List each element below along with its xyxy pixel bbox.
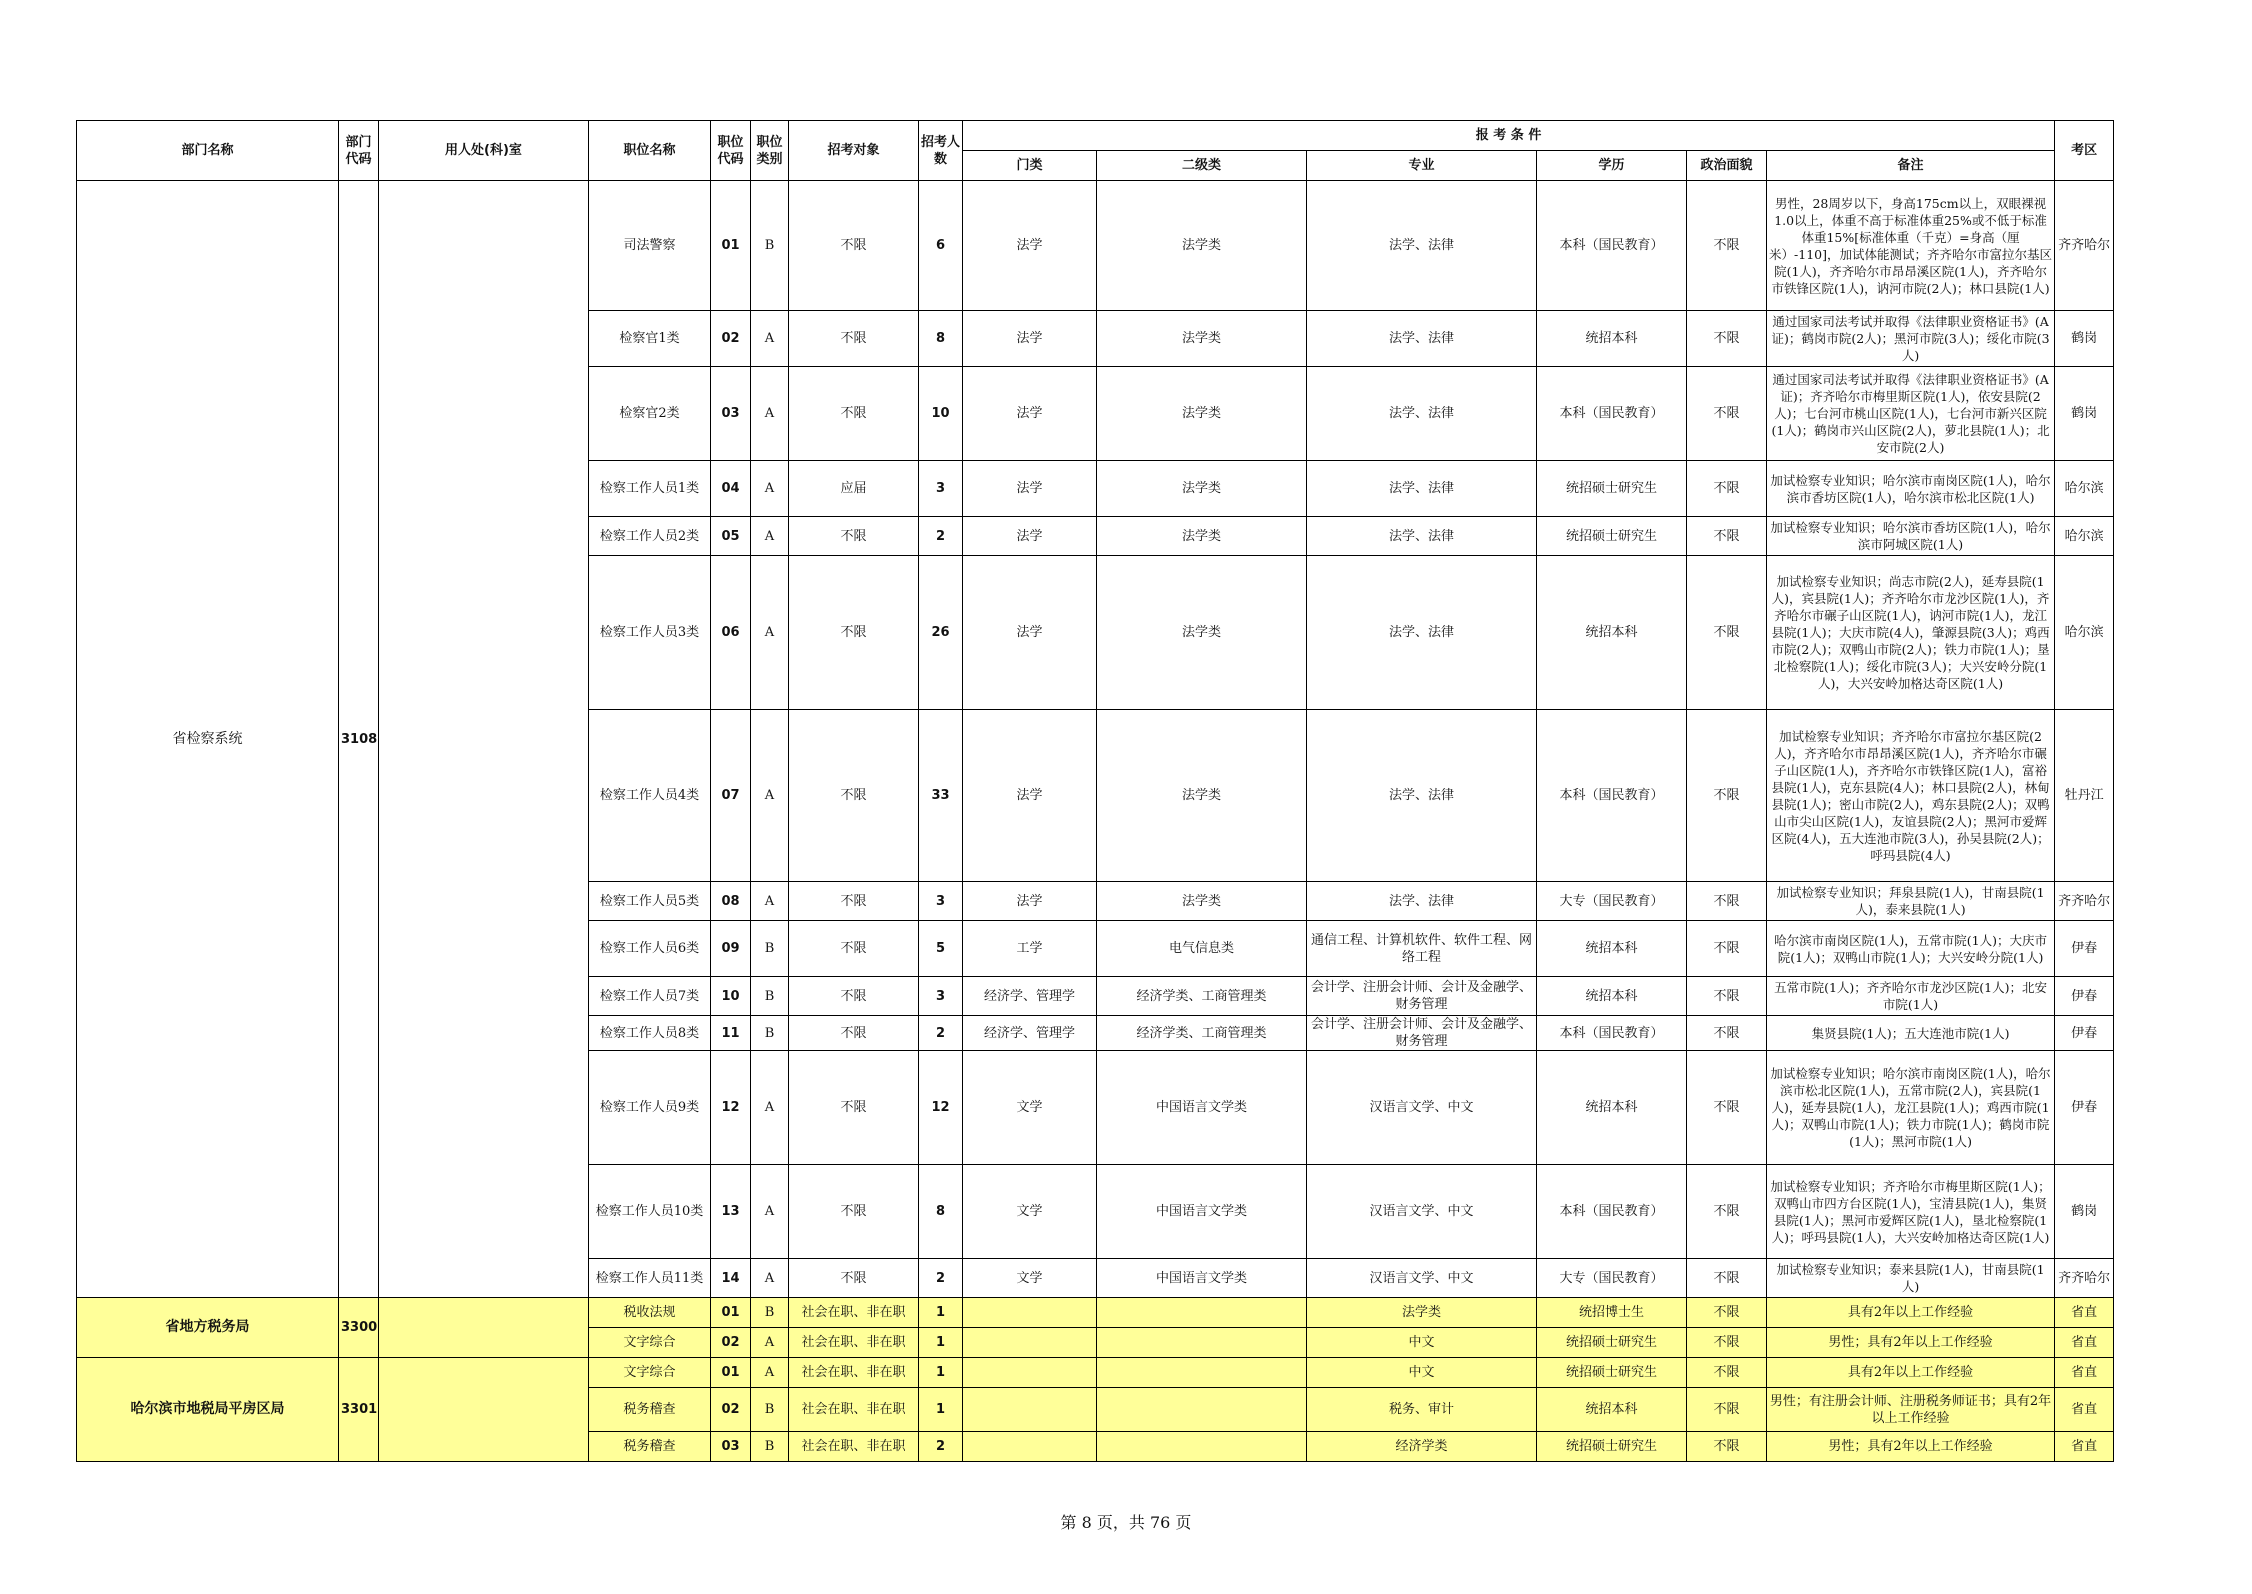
- category-cell: 法学: [963, 461, 1097, 517]
- subcategory-cell: 中国语言文学类: [1097, 1165, 1307, 1259]
- position-code-cell: 04: [711, 461, 751, 517]
- remarks-cell: 加试检察专业知识；泰来县院(1人)，甘南县院(1人): [1767, 1259, 2055, 1298]
- target-cell: 不限: [789, 556, 919, 710]
- position-cell: 检察官1类: [589, 311, 711, 367]
- major-cell: 法学、法律: [1307, 710, 1537, 882]
- position-code-cell: 02: [711, 1328, 751, 1358]
- position-cell: 税务稽查: [589, 1432, 711, 1462]
- dept-code-cell: 3108: [339, 181, 379, 1298]
- target-cell: 应届: [789, 461, 919, 517]
- count-cell: 1: [919, 1358, 963, 1388]
- office-cell: [379, 181, 589, 1298]
- position-type-cell: A: [751, 882, 789, 921]
- major-cell: 法学类: [1307, 1298, 1537, 1328]
- count-cell: 12: [919, 1051, 963, 1165]
- position-cell: 检察工作人员3类: [589, 556, 711, 710]
- education-cell: 统招本科: [1537, 921, 1687, 977]
- education-cell: 统招硕士研究生: [1537, 517, 1687, 556]
- count-cell: 33: [919, 710, 963, 882]
- remarks-cell: 加试检察专业知识；哈尔滨市香坊区院(1人)，哈尔滨市阿城区院(1人): [1767, 517, 2055, 556]
- target-cell: 不限: [789, 1259, 919, 1298]
- education-cell: 统招本科: [1537, 977, 1687, 1016]
- exam-area-cell: 牡丹江: [2055, 710, 2114, 882]
- position-type-cell: B: [751, 921, 789, 977]
- target-cell: 不限: [789, 882, 919, 921]
- exam-area-cell: 齐齐哈尔: [2055, 181, 2114, 311]
- subcategory-cell: 中国语言文学类: [1097, 1259, 1307, 1298]
- position-type-cell: A: [751, 461, 789, 517]
- category-cell: 法学: [963, 556, 1097, 710]
- target-cell: 不限: [789, 181, 919, 311]
- major-cell: 法学、法律: [1307, 311, 1537, 367]
- major-cell: 会计学、注册会计师、会计及金融学、财务管理: [1307, 977, 1537, 1016]
- header-count: 招考人数: [919, 121, 963, 181]
- remarks-cell: 男性，28周岁以下，身高175cm以上，双眼裸视1.0以上，体重不高于标准体重25%或不低于标准体重15%[标准体重（千克）=身高（厘米）-110]，加试体能测试；齐齐哈尔市富拉尔基区院(1人)，齐齐哈尔市昂昂溪区院(1人)，齐齐哈尔市铁锋区院(1人)，讷河市院(2人)；林口县院(1人): [1767, 181, 2055, 311]
- category-cell: [963, 1358, 1097, 1388]
- education-cell: 大专（国民教育）: [1537, 1259, 1687, 1298]
- count-cell: 5: [919, 921, 963, 977]
- position-type-cell: A: [751, 1259, 789, 1298]
- exam-area-cell: 伊春: [2055, 1051, 2114, 1165]
- remarks-cell: 加试检察专业知识；尚志市院(2人)，延寿县院(1人)，宾县院(1人)；齐齐哈尔市龙沙区院(1人)，齐齐哈尔市碾子山区院(1人)，讷河市院(1人)，龙江县院(1人)；大庆市院(4人)，肇源县院(3人)；鸡西市院(2人)；双鸭山市院(2人)；铁力市院(1人)；垦北检察院(1人)；绥化市院(3人)；大兴安岭分院(1人)，大兴安岭加格达奇区院(1人): [1767, 556, 2055, 710]
- position-code-cell: 11: [711, 1016, 751, 1051]
- subcategory-cell: 法学类: [1097, 710, 1307, 882]
- subcategory-cell: 法学类: [1097, 367, 1307, 461]
- subcategory-cell: 法学类: [1097, 517, 1307, 556]
- target-cell: 社会在职、非在职: [789, 1358, 919, 1388]
- position-code-cell: 02: [711, 1388, 751, 1432]
- major-cell: 汉语言文学、中文: [1307, 1051, 1537, 1165]
- position-cell: 检察工作人员7类: [589, 977, 711, 1016]
- count-cell: 3: [919, 882, 963, 921]
- position-code-cell: 05: [711, 517, 751, 556]
- position-cell: 司法警察: [589, 181, 711, 311]
- remarks-cell: 加试检察专业知识；拜泉县院(1人)，甘南县院(1人)，泰来县院(1人): [1767, 882, 2055, 921]
- category-cell: [963, 1298, 1097, 1328]
- position-type-cell: A: [751, 1358, 789, 1388]
- exam-area-cell: 哈尔滨: [2055, 461, 2114, 517]
- education-cell: 本科（国民教育）: [1537, 1165, 1687, 1259]
- position-code-cell: 02: [711, 311, 751, 367]
- table-body: [77, 181, 2114, 1462]
- position-type-cell: A: [751, 311, 789, 367]
- major-cell: 通信工程、计算机软件、软件工程、网络工程: [1307, 921, 1537, 977]
- political-cell: 不限: [1687, 1358, 1767, 1388]
- major-cell: 法学、法律: [1307, 882, 1537, 921]
- political-cell: 不限: [1687, 311, 1767, 367]
- position-code-cell: 14: [711, 1259, 751, 1298]
- major-cell: 中文: [1307, 1328, 1537, 1358]
- target-cell: 不限: [789, 1165, 919, 1259]
- education-cell: 大专（国民教育）: [1537, 882, 1687, 921]
- remarks-cell: 集贤县院(1人)；五大连池市院(1人): [1767, 1016, 2055, 1051]
- table-row: [77, 1358, 2114, 1388]
- major-cell: 法学、法律: [1307, 181, 1537, 311]
- position-code-cell: 13: [711, 1165, 751, 1259]
- header-exam-area: 考区: [2055, 121, 2114, 181]
- position-type-cell: B: [751, 1298, 789, 1328]
- header-political: 政治面貌: [1687, 151, 1767, 181]
- subcategory-cell: [1097, 1328, 1307, 1358]
- major-cell: 汉语言文学、中文: [1307, 1165, 1537, 1259]
- position-cell: 检察工作人员9类: [589, 1051, 711, 1165]
- exam-area-cell: 齐齐哈尔: [2055, 1259, 2114, 1298]
- education-cell: 本科（国民教育）: [1537, 367, 1687, 461]
- category-cell: [963, 1432, 1097, 1462]
- count-cell: 26: [919, 556, 963, 710]
- major-cell: 汉语言文学、中文: [1307, 1259, 1537, 1298]
- remarks-cell: 通过国家司法考试并取得《法律职业资格证书》(A证)；齐齐哈尔市梅里斯区院(1人)，依安县院(2人)；七台河市桃山区院(1人)，七台河市新兴区院(1人)；鹤岗市兴山区院(2人)，萝北县院(1人)；北安市院(2人): [1767, 367, 2055, 461]
- political-cell: 不限: [1687, 1432, 1767, 1462]
- category-cell: 法学: [963, 367, 1097, 461]
- position-cell: 税务稽查: [589, 1388, 711, 1432]
- political-cell: 不限: [1687, 1298, 1767, 1328]
- position-cell: 检察工作人员10类: [589, 1165, 711, 1259]
- position-code-cell: 06: [711, 556, 751, 710]
- political-cell: 不限: [1687, 461, 1767, 517]
- category-cell: [963, 1328, 1097, 1358]
- table-row: [77, 1298, 2114, 1328]
- target-cell: 社会在职、非在职: [789, 1328, 919, 1358]
- subcategory-cell: 经济学类、工商管理类: [1097, 977, 1307, 1016]
- target-cell: 社会在职、非在职: [789, 1298, 919, 1328]
- position-type-cell: A: [751, 367, 789, 461]
- position-type-cell: A: [751, 1051, 789, 1165]
- political-cell: 不限: [1687, 1051, 1767, 1165]
- subcategory-cell: 电气信息类: [1097, 921, 1307, 977]
- category-cell: 经济学、管理学: [963, 1016, 1097, 1051]
- political-cell: 不限: [1687, 1165, 1767, 1259]
- position-type-cell: B: [751, 1388, 789, 1432]
- category-cell: 法学: [963, 181, 1097, 311]
- header-category: 门类: [963, 151, 1097, 181]
- count-cell: 1: [919, 1298, 963, 1328]
- subcategory-cell: [1097, 1358, 1307, 1388]
- header-pos-code: 职位代码: [711, 121, 751, 181]
- dept-code-cell: 3301: [339, 1358, 379, 1462]
- major-cell: 经济学类: [1307, 1432, 1537, 1462]
- count-cell: 8: [919, 311, 963, 367]
- count-cell: 2: [919, 1259, 963, 1298]
- position-code-cell: 03: [711, 367, 751, 461]
- position-code-cell: 07: [711, 710, 751, 882]
- table-header: [77, 121, 2114, 181]
- position-type-cell: A: [751, 1165, 789, 1259]
- position-cell: 文字综合: [589, 1358, 711, 1388]
- target-cell: 不限: [789, 710, 919, 882]
- position-cell: 检察工作人员11类: [589, 1259, 711, 1298]
- education-cell: 统招本科: [1537, 1388, 1687, 1432]
- remarks-cell: 加试检察专业知识；哈尔滨市南岗区院(1人)，哈尔滨市松北区院(1人)，五常市院(2人)，宾县院(1人)，延寿县院(1人)，龙江县院(1人)；鸡西市院(1人)；双鸭山市院(1人)；铁力市院(1人)；鹤岗市院(1人)；黑河市院(1人): [1767, 1051, 2055, 1165]
- major-cell: 法学、法律: [1307, 367, 1537, 461]
- position-type-cell: A: [751, 517, 789, 556]
- subcategory-cell: 法学类: [1097, 556, 1307, 710]
- political-cell: 不限: [1687, 1259, 1767, 1298]
- education-cell: 统招本科: [1537, 311, 1687, 367]
- exam-area-cell: 鹤岗: [2055, 367, 2114, 461]
- position-cell: 检察官2类: [589, 367, 711, 461]
- subcategory-cell: [1097, 1298, 1307, 1328]
- position-code-cell: 01: [711, 1358, 751, 1388]
- exam-area-cell: 省直: [2055, 1298, 2114, 1328]
- education-cell: 统招硕士研究生: [1537, 1328, 1687, 1358]
- political-cell: 不限: [1687, 367, 1767, 461]
- category-cell: 法学: [963, 710, 1097, 882]
- category-cell: 法学: [963, 311, 1097, 367]
- position-code-cell: 01: [711, 1298, 751, 1328]
- major-cell: 会计学、注册会计师、会计及金融学、财务管理: [1307, 1016, 1537, 1051]
- header-subcategory: 二级类: [1097, 151, 1307, 181]
- header-dept-name: 部门名称: [77, 121, 339, 181]
- exam-area-cell: 鹤岗: [2055, 1165, 2114, 1259]
- office-cell: [379, 1358, 589, 1462]
- position-type-cell: B: [751, 977, 789, 1016]
- count-cell: 1: [919, 1328, 963, 1358]
- count-cell: 1: [919, 1388, 963, 1432]
- position-type-cell: B: [751, 1432, 789, 1462]
- subcategory-cell: 法学类: [1097, 311, 1307, 367]
- page-footer: 第 8 页，共 76 页: [1060, 1513, 1192, 1532]
- education-cell: 统招硕士研究生: [1537, 1432, 1687, 1462]
- exam-area-cell: 省直: [2055, 1432, 2114, 1462]
- count-cell: 3: [919, 977, 963, 1016]
- target-cell: 社会在职、非在职: [789, 1432, 919, 1462]
- major-cell: 中文: [1307, 1358, 1537, 1388]
- position-code-cell: 01: [711, 181, 751, 311]
- political-cell: 不限: [1687, 181, 1767, 311]
- header-major: 专业: [1307, 151, 1537, 181]
- target-cell: 社会在职、非在职: [789, 1388, 919, 1432]
- target-cell: 不限: [789, 1051, 919, 1165]
- position-code-cell: 09: [711, 921, 751, 977]
- subcategory-cell: [1097, 1432, 1307, 1462]
- political-cell: 不限: [1687, 921, 1767, 977]
- target-cell: 不限: [789, 921, 919, 977]
- exam-area-cell: 齐齐哈尔: [2055, 882, 2114, 921]
- subcategory-cell: 法学类: [1097, 461, 1307, 517]
- subcategory-cell: 法学类: [1097, 882, 1307, 921]
- remarks-cell: 通过国家司法考试并取得《法律职业资格证书》(A证)；鹤岗市院(2人)；黑河市院(3人)；绥化市院(3人): [1767, 311, 2055, 367]
- subcategory-cell: 法学类: [1097, 181, 1307, 311]
- subcategory-cell: 经济学类、工商管理类: [1097, 1016, 1307, 1051]
- position-type-cell: A: [751, 1328, 789, 1358]
- political-cell: 不限: [1687, 1388, 1767, 1432]
- position-type-cell: B: [751, 1016, 789, 1051]
- category-cell: [963, 1388, 1097, 1432]
- education-cell: 本科（国民教育）: [1537, 181, 1687, 311]
- category-cell: 法学: [963, 517, 1097, 556]
- position-cell: 检察工作人员2类: [589, 517, 711, 556]
- count-cell: 2: [919, 1016, 963, 1051]
- position-cell: 文字综合: [589, 1328, 711, 1358]
- education-cell: 统招本科: [1537, 556, 1687, 710]
- remarks-cell: 加试检察专业知识；齐齐哈尔市富拉尔基区院(2人)，齐齐哈尔市昂昂溪区院(1人)，齐齐哈尔市碾子山区院(1人)，齐齐哈尔市铁锋区院(1人)，富裕县院(1人)，克东县院(4人)；林口县院(2人)，林甸县院(1人)；密山市院(2人)，鸡东县院(2人)；双鸭山市尖山区院(1人)，友谊县院(2人)；黑河市爱辉区院(4人)，五大连池市院(3人)，孙吴县院(2人)；呼玛县院(4人): [1767, 710, 2055, 882]
- exam-area-cell: 伊春: [2055, 921, 2114, 977]
- target-cell: 不限: [789, 1016, 919, 1051]
- political-cell: 不限: [1687, 710, 1767, 882]
- position-code-cell: 10: [711, 977, 751, 1016]
- political-cell: 不限: [1687, 882, 1767, 921]
- major-cell: 法学、法律: [1307, 517, 1537, 556]
- category-cell: 文学: [963, 1259, 1097, 1298]
- remarks-cell: 具有2年以上工作经验: [1767, 1298, 2055, 1328]
- count-cell: 6: [919, 181, 963, 311]
- remarks-cell: 加试检察专业知识；哈尔滨市南岗区院(1人)，哈尔滨市香坊区院(1人)，哈尔滨市松北区院(1人): [1767, 461, 2055, 517]
- position-cell: 检察工作人员8类: [589, 1016, 711, 1051]
- header-pos-type: 职位类别: [751, 121, 789, 181]
- position-cell: 检察工作人员4类: [589, 710, 711, 882]
- exam-area-cell: 伊春: [2055, 1016, 2114, 1051]
- dept-name-cell: 省检察系统: [77, 181, 339, 1298]
- position-code-cell: 08: [711, 882, 751, 921]
- exam-area-cell: 伊春: [2055, 977, 2114, 1016]
- major-cell: 法学、法律: [1307, 556, 1537, 710]
- header-education: 学历: [1537, 151, 1687, 181]
- category-cell: 法学: [963, 882, 1097, 921]
- dept-name-cell: 省地方税务局: [77, 1298, 339, 1358]
- office-cell: [379, 1298, 589, 1358]
- position-cell: 检察工作人员1类: [589, 461, 711, 517]
- political-cell: 不限: [1687, 556, 1767, 710]
- header-remarks: 备注: [1767, 151, 2055, 181]
- subcategory-cell: [1097, 1388, 1307, 1432]
- exam-area-cell: 省直: [2055, 1358, 2114, 1388]
- exam-area-cell: 鹤岗: [2055, 311, 2114, 367]
- position-cell: 检察工作人员6类: [589, 921, 711, 977]
- target-cell: 不限: [789, 517, 919, 556]
- header-office: 用人处(科)室: [379, 121, 589, 181]
- target-cell: 不限: [789, 311, 919, 367]
- education-cell: 本科（国民教育）: [1537, 710, 1687, 882]
- category-cell: 经济学、管理学: [963, 977, 1097, 1016]
- education-cell: 统招博士生: [1537, 1298, 1687, 1328]
- remarks-cell: 男性；具有2年以上工作经验: [1767, 1328, 2055, 1358]
- dept-code-cell: 3300: [339, 1298, 379, 1358]
- education-cell: 统招硕士研究生: [1537, 461, 1687, 517]
- count-cell: 3: [919, 461, 963, 517]
- exam-area-cell: 省直: [2055, 1328, 2114, 1358]
- count-cell: 2: [919, 517, 963, 556]
- position-cell: 税收法规: [589, 1298, 711, 1328]
- remarks-cell: 男性；有注册会计师、注册税务师证书；具有2年以上工作经验: [1767, 1388, 2055, 1432]
- header-dept-code: 部门代码: [339, 121, 379, 181]
- position-type-cell: B: [751, 181, 789, 311]
- category-cell: 工学: [963, 921, 1097, 977]
- position-code-cell: 03: [711, 1432, 751, 1462]
- remarks-cell: 具有2年以上工作经验: [1767, 1358, 2055, 1388]
- category-cell: 文学: [963, 1165, 1097, 1259]
- count-cell: 10: [919, 367, 963, 461]
- political-cell: 不限: [1687, 517, 1767, 556]
- political-cell: 不限: [1687, 1016, 1767, 1051]
- remarks-cell: 男性；具有2年以上工作经验: [1767, 1432, 2055, 1462]
- major-cell: 法学、法律: [1307, 461, 1537, 517]
- remarks-cell: 加试检察专业知识；齐齐哈尔市梅里斯区院(1人)；双鸭山市四方台区院(1人)，宝清县院(1人)，集贤县院(1人)；黑河市爱辉区院(1人)，垦北检察院(1人)；呼玛县院(1人)，大兴安岭加格达奇区院(1人): [1767, 1165, 2055, 1259]
- political-cell: 不限: [1687, 1328, 1767, 1358]
- position-code-cell: 12: [711, 1051, 751, 1165]
- header-position: 职位名称: [589, 121, 711, 181]
- table-row: [77, 181, 2114, 311]
- count-cell: 8: [919, 1165, 963, 1259]
- major-cell: 税务、审计: [1307, 1388, 1537, 1432]
- subcategory-cell: 中国语言文学类: [1097, 1051, 1307, 1165]
- political-cell: 不限: [1687, 977, 1767, 1016]
- education-cell: 统招硕士研究生: [1537, 1358, 1687, 1388]
- education-cell: 统招本科: [1537, 1051, 1687, 1165]
- education-cell: 本科（国民教育）: [1537, 1016, 1687, 1051]
- target-cell: 不限: [789, 977, 919, 1016]
- exam-area-cell: 哈尔滨: [2055, 556, 2114, 710]
- position-type-cell: A: [751, 710, 789, 882]
- remarks-cell: 五常市院(1人)；齐齐哈尔市龙沙区院(1人)；北安市院(1人): [1767, 977, 2055, 1016]
- target-cell: 不限: [789, 367, 919, 461]
- position-type-cell: A: [751, 556, 789, 710]
- header-target: 招考对象: [789, 121, 919, 181]
- remarks-cell: 哈尔滨市南岗区院(1人)，五常市院(1人)；大庆市院(1人)；双鸭山市院(1人)；大兴安岭分院(1人): [1767, 921, 2055, 977]
- exam-area-cell: 哈尔滨: [2055, 517, 2114, 556]
- recruitment-table: [76, 120, 2114, 1462]
- count-cell: 2: [919, 1432, 963, 1462]
- header-conditions: 报 考 条 件: [963, 121, 2055, 151]
- dept-name-cell: 哈尔滨市地税局平房区局: [77, 1358, 339, 1462]
- position-cell: 检察工作人员5类: [589, 882, 711, 921]
- exam-area-cell: 省直: [2055, 1388, 2114, 1432]
- category-cell: 文学: [963, 1051, 1097, 1165]
